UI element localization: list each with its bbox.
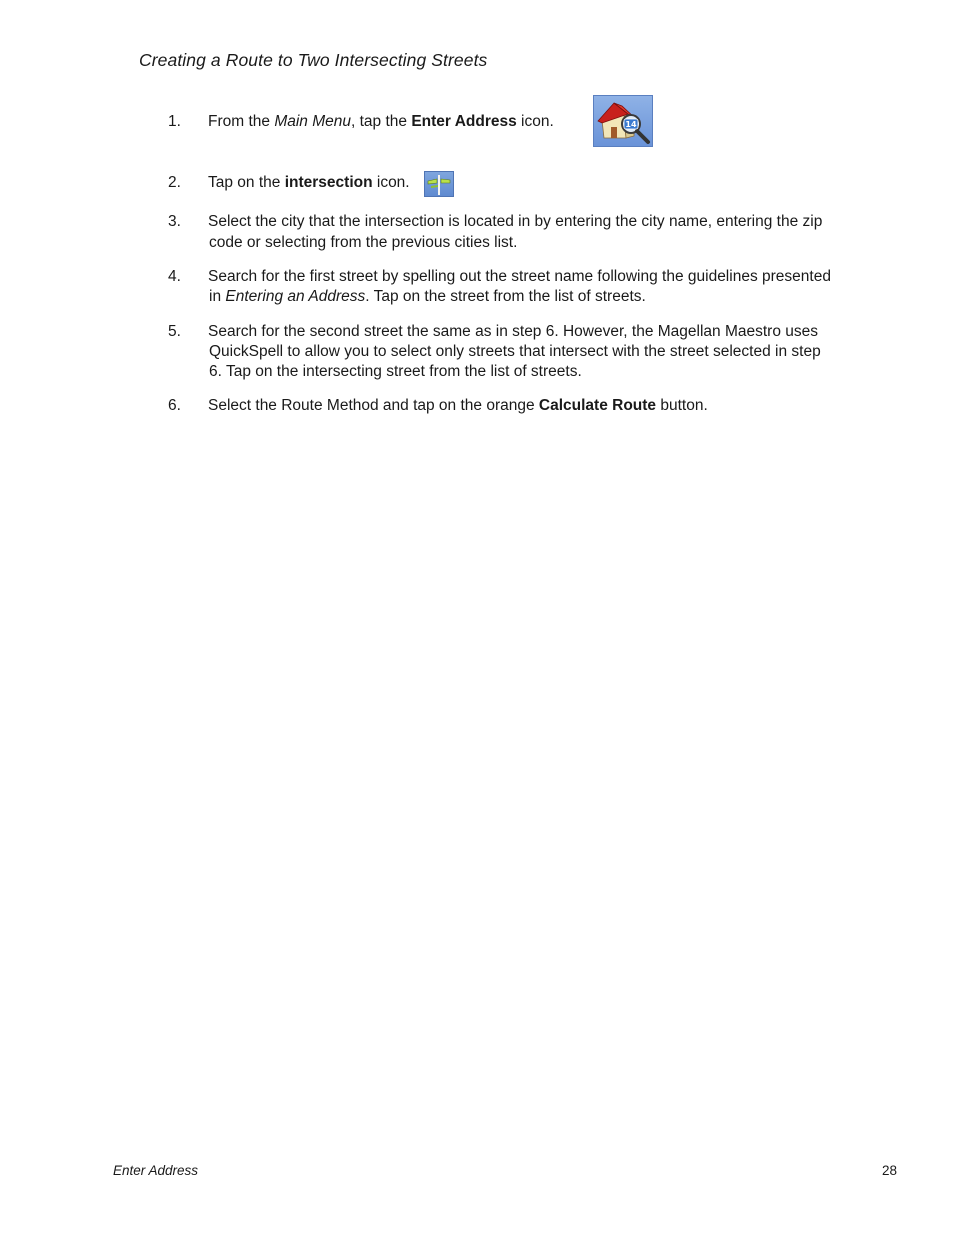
icon-badge-number: 14: [625, 120, 637, 129]
enter-address-house-magnifier-icon-graphic: [594, 96, 652, 146]
step-number: 2.: [168, 174, 181, 191]
intersection-signpost-icon-graphic: [425, 172, 453, 196]
enter-address-house-magnifier-icon: [593, 95, 653, 147]
step-text: Search for the second street the same as in step 6. However, the Magellan Maestro uses QuickSpell to allow you to select only streets that intersect with the street selected in step 6. Tap on the intersecting street from the list of streets.: [208, 323, 821, 380]
step-number: 3.: [168, 213, 181, 230]
page-number: 28: [882, 1163, 898, 1178]
intersection-signpost-icon: [424, 171, 454, 197]
step-number: 6.: [168, 397, 181, 414]
section-title: Creating a Route to Two Intersecting Streets: [139, 50, 488, 70]
step-number: 4.: [168, 268, 181, 285]
footer-section-name: Enter Address: [113, 1163, 199, 1178]
step-number: 5.: [168, 323, 181, 340]
step-text: From the Main Menu, tap the Enter Address icon.: [208, 113, 554, 130]
step-text: Search for the first street by spelling out the street name following the guidelines presented in Entering an Address. Tap on the street from the list of streets.: [208, 268, 831, 305]
cross-reference: Entering an Address: [225, 288, 366, 305]
step-text: Select the city that the intersection is located in by entering the city name, entering the zip code or selecting from the previous cities list.: [208, 213, 823, 251]
step-number: 1.: [168, 113, 181, 130]
step-text: Select the Route Method and tap on the orange Calculate Route button.: [208, 397, 708, 414]
step-text: Tap on the intersection icon.: [208, 174, 410, 191]
